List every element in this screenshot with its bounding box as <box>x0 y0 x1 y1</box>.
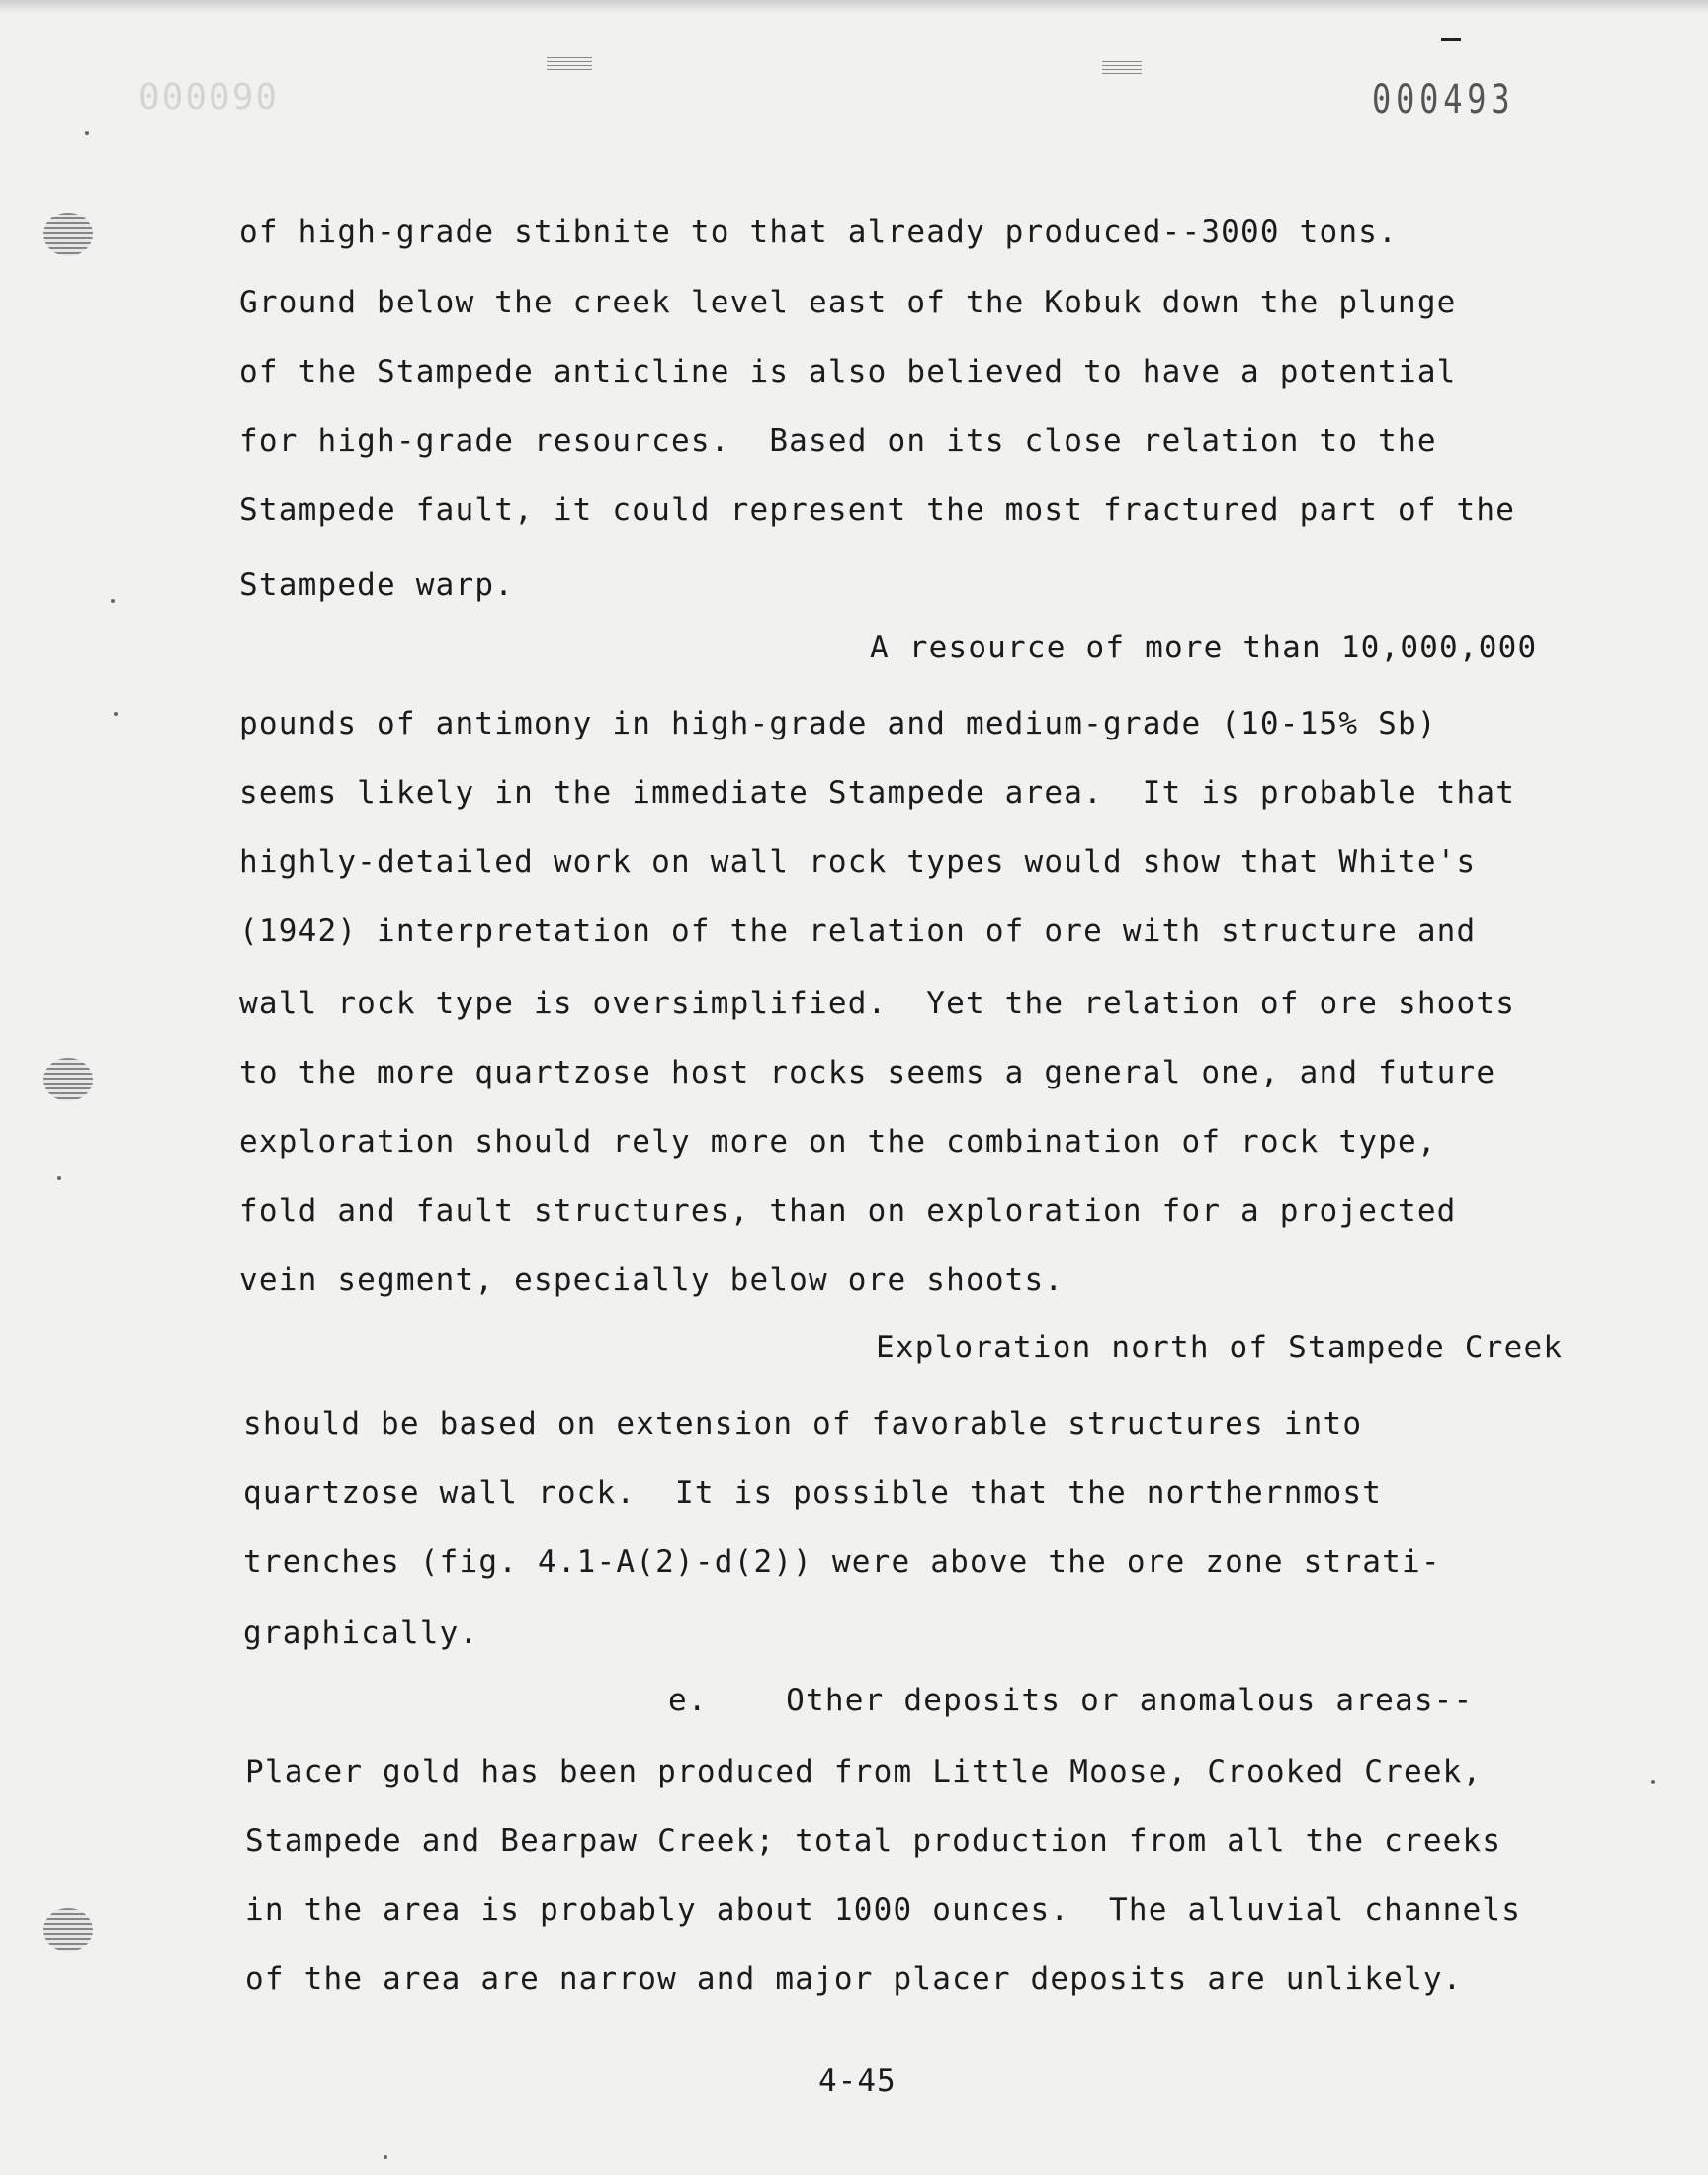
body-text-line: quartzose wall rock. It is possible that the northernmost <box>243 1475 1383 1511</box>
scan-speck <box>114 712 118 716</box>
body-text-line: Exploration north of Stampede Creek <box>876 1330 1564 1365</box>
scan-top-edge <box>0 0 1708 14</box>
staple-mark <box>547 57 592 71</box>
punch-hole <box>43 1058 93 1101</box>
punch-hole <box>43 1908 93 1952</box>
body-text-line: (1942) interpretation of the relation of ore with structure and <box>239 914 1477 949</box>
body-text-line: exploration should rely more on the combination of rock type, <box>239 1124 1437 1160</box>
punch-hole <box>43 213 93 256</box>
section-heading: e. Other deposits or anomalous areas-- <box>668 1683 1474 1718</box>
scan-speck <box>1441 38 1461 41</box>
scan-speck <box>85 131 89 135</box>
body-text-line: should be based on extension of favorable structures into <box>243 1406 1363 1441</box>
body-text-line: fold and fault structures, than on exploration for a projected <box>239 1193 1457 1229</box>
body-text-line: Ground below the creek level east of the Kobuk down the plunge <box>239 285 1457 320</box>
body-text-line: highly-detailed work on wall rock types would show that White's <box>239 844 1477 880</box>
body-text-line: Stampede fault, it could represent the most fractured part of the <box>239 492 1516 528</box>
scan-speck <box>57 1176 61 1180</box>
body-text-line: in the area is probably about 1000 ounces. The alluvial channels <box>245 1892 1522 1928</box>
faint-stamp: 000090 <box>138 77 280 118</box>
body-text-line: Stampede and Bearpaw Creek; total production from all the creeks <box>245 1823 1502 1859</box>
body-text-line: Placer gold has been produced from Little Moose, Crooked Creek, <box>245 1754 1483 1789</box>
scan-speck <box>384 2155 387 2159</box>
body-text-line: to the more quartzose host rocks seems a general one, and future <box>239 1055 1496 1090</box>
body-text-line: for high-grade resources. Based on its close relation to the <box>239 423 1437 459</box>
page-number: 4-45 <box>818 2063 897 2099</box>
body-text-line: wall rock type is oversimplified. Yet the relation of ore shoots <box>239 986 1516 1021</box>
body-text-line: graphically. <box>243 1615 479 1651</box>
scan-speck <box>1651 1780 1655 1784</box>
body-text-line: of high-grade stibnite to that already produced--3000 tons. <box>239 215 1398 250</box>
body-text-line: seems likely in the immediate Stampede area. It is probable that <box>239 775 1516 811</box>
body-text-line: pounds of antimony in high-grade and medium-grade (10-15% Sb) <box>239 706 1437 741</box>
page-id-stamp: 000493 <box>1372 77 1515 123</box>
staple-mark <box>1102 61 1142 75</box>
body-text-line: trenches (fig. 4.1-A(2)-d(2)) were above the ore zone strati- <box>243 1544 1441 1580</box>
scan-speck <box>111 599 115 603</box>
body-text-line: Stampede warp. <box>239 567 515 603</box>
body-text-line: of the area are narrow and major placer deposits are unlikely. <box>245 1961 1463 1997</box>
body-text-line: A resource of more than 10,000,000 <box>870 630 1538 665</box>
body-text-line: vein segment, especially below ore shoots. <box>239 1262 1065 1298</box>
body-text-line: of the Stampede anticline is also believed to have a potential <box>239 354 1457 390</box>
